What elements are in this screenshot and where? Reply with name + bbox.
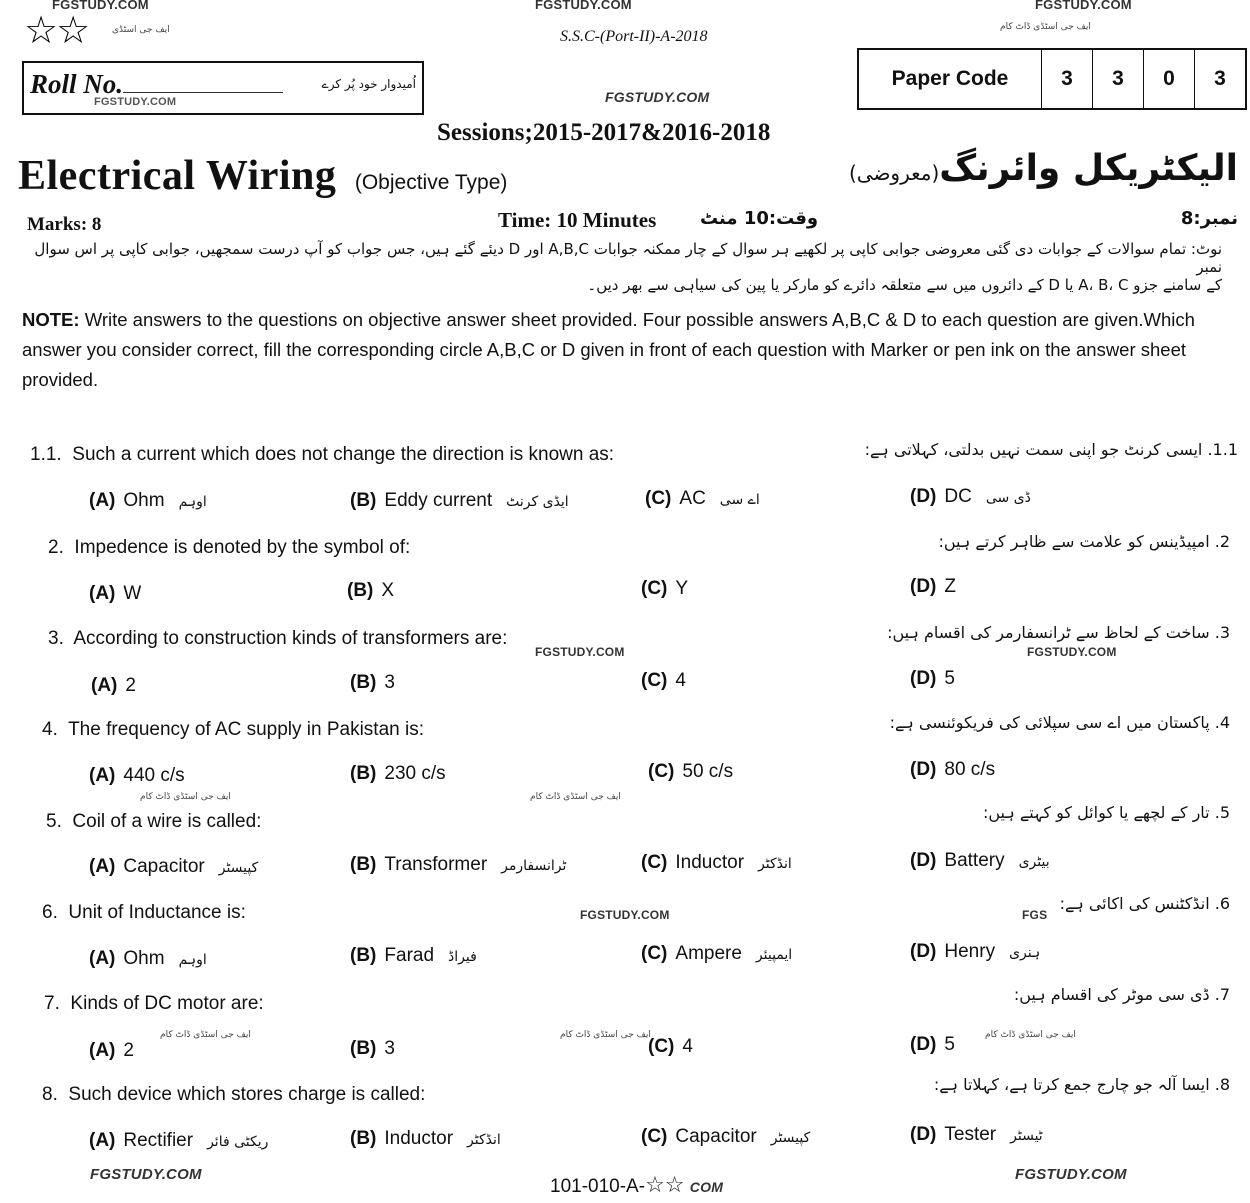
- paper-code-table: [857, 48, 1247, 110]
- question-5-option-c[interactable]: (C) Inductor انڈکٹر: [641, 852, 792, 873]
- marks: Marks: 8: [27, 214, 102, 235]
- question-2-option-a[interactable]: (A) W: [89, 583, 142, 604]
- watermark-q3-mid: FGSTUDY.COM: [535, 645, 625, 659]
- sessions: Sessions;2015-2017&2016-2018: [437, 119, 771, 146]
- watermark-urdu-small: ایف جی اسٹڈی ڈاٹ کام: [160, 1030, 251, 1040]
- question-3-option-c[interactable]: (C) 4: [641, 670, 686, 691]
- question-2-option-b[interactable]: (B) X: [347, 580, 395, 601]
- question-1-option-d[interactable]: (D) DC ڈی سی: [910, 486, 1031, 507]
- watermark-urdu-small: ایف جی اسٹڈی ڈاٹ کام: [530, 792, 621, 802]
- watermark-urdu-small: ایف جی اسٹڈی ڈاٹ کام: [985, 1030, 1076, 1040]
- watermark-q3-right: FGSTUDY.COM: [1027, 645, 1117, 659]
- question-1-urdu: 1.1. ایسی کرنٹ جو اپنی سمت نہیں بدلتی، کہلاتی ہے:: [864, 440, 1238, 459]
- paper-code-digit: 3: [1093, 49, 1144, 109]
- star-icon: ☆☆: [24, 10, 89, 52]
- watermark-top-left: FGSTUDY.COM: [52, 0, 149, 12]
- star-icon: ☆☆: [645, 1172, 685, 1197]
- question-7-option-a[interactable]: (A) 2: [89, 1040, 134, 1061]
- question-3: 3. According to construction kinds of transformers are:: [48, 628, 508, 649]
- watermark-top-right: FGSTUDY.COM: [1035, 0, 1132, 12]
- question-7-option-d[interactable]: (D) 5: [910, 1034, 955, 1055]
- question-8-option-b[interactable]: (B) Inductor انڈکٹر: [350, 1128, 501, 1149]
- watermark-q6-mid: FGSTUDY.COM: [580, 908, 670, 922]
- instructions-note: [22, 305, 1227, 395]
- question-8-option-c[interactable]: (C) Capacitor کپیسٹر: [641, 1126, 811, 1147]
- question-7-option-c[interactable]: (C) 4: [648, 1036, 693, 1057]
- question-1: 1.1. Such a current which does not change the direction is known as:: [30, 444, 615, 465]
- question-5: 5. Coil of a wire is called:: [46, 811, 262, 832]
- question-8: 8. Such device which stores charge is called:: [42, 1084, 426, 1105]
- watermark-top-center: FGSTUDY.COM: [535, 0, 632, 12]
- question-3-option-d[interactable]: (D) 5: [910, 668, 955, 689]
- question-4-option-d[interactable]: (D) 80 c/s: [910, 759, 996, 780]
- question-4-option-a[interactable]: (A) 440 c/s: [89, 765, 185, 786]
- question-6-option-a[interactable]: (A) Ohm اوہم: [89, 948, 207, 969]
- question-3-option-b[interactable]: (B) 3: [350, 672, 395, 693]
- footer-watermark-left: FGSTUDY.COM: [90, 1166, 202, 1183]
- subject-type: (Objective Type): [354, 171, 508, 194]
- subject-title-urdu: الیکٹریکل وائرنگ(معروضی): [848, 148, 1238, 189]
- question-4-urdu: 4. پاکستان میں اے سی سپلائی کی فریکوئنسی ہے:: [889, 713, 1230, 732]
- paper-code-digit: 3: [1195, 49, 1247, 109]
- time-limit: Time: 10 Minutes: [498, 208, 657, 232]
- question-6: 6. Unit of Inductance is:: [42, 902, 246, 923]
- exam-code: S.S.C-(Port-II)-A-2018: [560, 28, 708, 45]
- subject-title: Electrical Wiring: [18, 153, 337, 199]
- question-8-urdu: 8. ایسا آلہ جو چارج جمع کرتا ہے، کہلاتا ہے:: [933, 1075, 1230, 1094]
- watermark-urdu-small: ایف جی اسٹڈی ڈاٹ کام: [560, 1030, 651, 1040]
- watermark-urdu-top-right: ایف جی اسٹڈی ڈاٹ کام: [1000, 22, 1091, 32]
- question-7-urdu: 7. ڈی سی موٹر کی اقسام ہیں:: [1013, 985, 1230, 1004]
- marks-urdu: نمبر:8: [1180, 208, 1238, 229]
- time-limit-urdu: وقت:10 منٹ: [700, 208, 819, 229]
- paper-code-digit: 3: [1042, 49, 1093, 109]
- note-text: Write answers to the questions on objective answer sheet provided. Four possible answers A,B,C & D to each question are given.Which answer you consider correct, fill the corresponding circle A,B,C or D given in front of each question with Marker or pen ink on the answer sheet provided.: [22, 309, 1195, 390]
- question-8-option-a[interactable]: (A) Rectifier ریکٹی فائر: [89, 1130, 269, 1151]
- watermark-center: FGSTUDY.COM: [605, 89, 710, 105]
- paper-code-digit: 0: [1144, 49, 1195, 109]
- question-2-option-d[interactable]: (D) Z: [910, 576, 956, 597]
- question-1-option-a[interactable]: (A) Ohm اوہم: [89, 490, 207, 511]
- question-3-option-a[interactable]: (A) 2: [91, 675, 136, 696]
- instructions-urdu-line2: کے سامنے جزو A، B، C یا D کے دائروں میں سے متعلقہ دائرے کو مارکر یا پین کی سیاہی سے بھر دیں۔: [587, 276, 1222, 294]
- roll-watermark: FGSTUDY.COM: [94, 96, 177, 108]
- question-6-option-c[interactable]: (C) Ampere ایمپیئر: [641, 943, 793, 964]
- question-3-urdu: 3. ساخت کے لحاظ سے ٹرانسفارمر کی اقسام ہیں:: [887, 623, 1230, 642]
- question-2-urdu: 2. امپیڈینس کو علامت سے ظاہر کرتے ہیں:: [938, 532, 1230, 551]
- watermark-urdu-small: ایف جی اسٹڈی ڈاٹ کام: [140, 792, 231, 802]
- instructions-urdu-line1: نوٹ: تمام سوالات کے جوابات دی گئی معروضی جوابی کاپی پر لکھیے ہر سوال کے چار ممکنہ جوابات A,B,C اور D دیئے گئے ہیں، جس جواب کو آپ درست سمجھیں، جوابی کاپی پر اس سوال نمبر: [34, 240, 1222, 276]
- footer-paper-code: 101-010-A-☆☆ COM: [550, 1172, 724, 1197]
- note-label: NOTE:: [22, 309, 80, 330]
- question-7: 7. Kinds of DC motor are:: [44, 993, 264, 1014]
- subject-title-row: [18, 152, 507, 200]
- watermark-urdu-top-left: ایف جی اسٹڈی: [112, 25, 170, 35]
- question-4: 4. The frequency of AC supply in Pakistan is:: [42, 719, 424, 740]
- question-2-option-c[interactable]: (C) Y: [641, 578, 689, 599]
- question-2: 2. Impedence is denoted by the symbol of:: [48, 537, 411, 558]
- question-6-urdu: 6. انڈکٹنس کی اکائی ہے:: [1059, 894, 1230, 913]
- watermark-q6-right: FGS: [1022, 908, 1048, 922]
- roll-number-label: Roll No.: [30, 69, 283, 100]
- question-4-option-c[interactable]: (C) 50 c/s: [648, 761, 734, 782]
- question-5-option-d[interactable]: (D) Battery بیٹری: [910, 850, 1050, 871]
- question-5-urdu: 5. تار کے لچھے یا کوائل کو کہتے ہیں:: [982, 803, 1230, 822]
- roll-number-urdu-instruction: اُمیدوار خود پُر کرے: [321, 77, 416, 91]
- question-1-option-c[interactable]: (C) AC اے سی: [645, 488, 760, 509]
- roll-number-box: [22, 61, 424, 115]
- paper-code-label: Paper Code: [858, 49, 1042, 109]
- roll-number-field[interactable]: [123, 72, 283, 93]
- footer-watermark-right: FGSTUDY.COM: [1015, 1166, 1127, 1183]
- question-1-option-b[interactable]: (B) Eddy current ایڈی کرنٹ: [350, 490, 569, 511]
- question-6-option-d[interactable]: (D) Henry ہنری: [910, 941, 1041, 962]
- question-6-option-b[interactable]: (B) Farad فیراڈ: [350, 945, 477, 966]
- question-5-option-a[interactable]: (A) Capacitor کپیسٹر: [89, 856, 259, 877]
- question-8-option-d[interactable]: (D) Tester ٹیسٹر: [910, 1124, 1043, 1145]
- question-4-option-b[interactable]: (B) 230 c/s: [350, 763, 446, 784]
- question-7-option-b[interactable]: (B) 3: [350, 1038, 395, 1059]
- question-5-option-b[interactable]: (B) Transformer ٹرانسفارمر: [350, 854, 567, 875]
